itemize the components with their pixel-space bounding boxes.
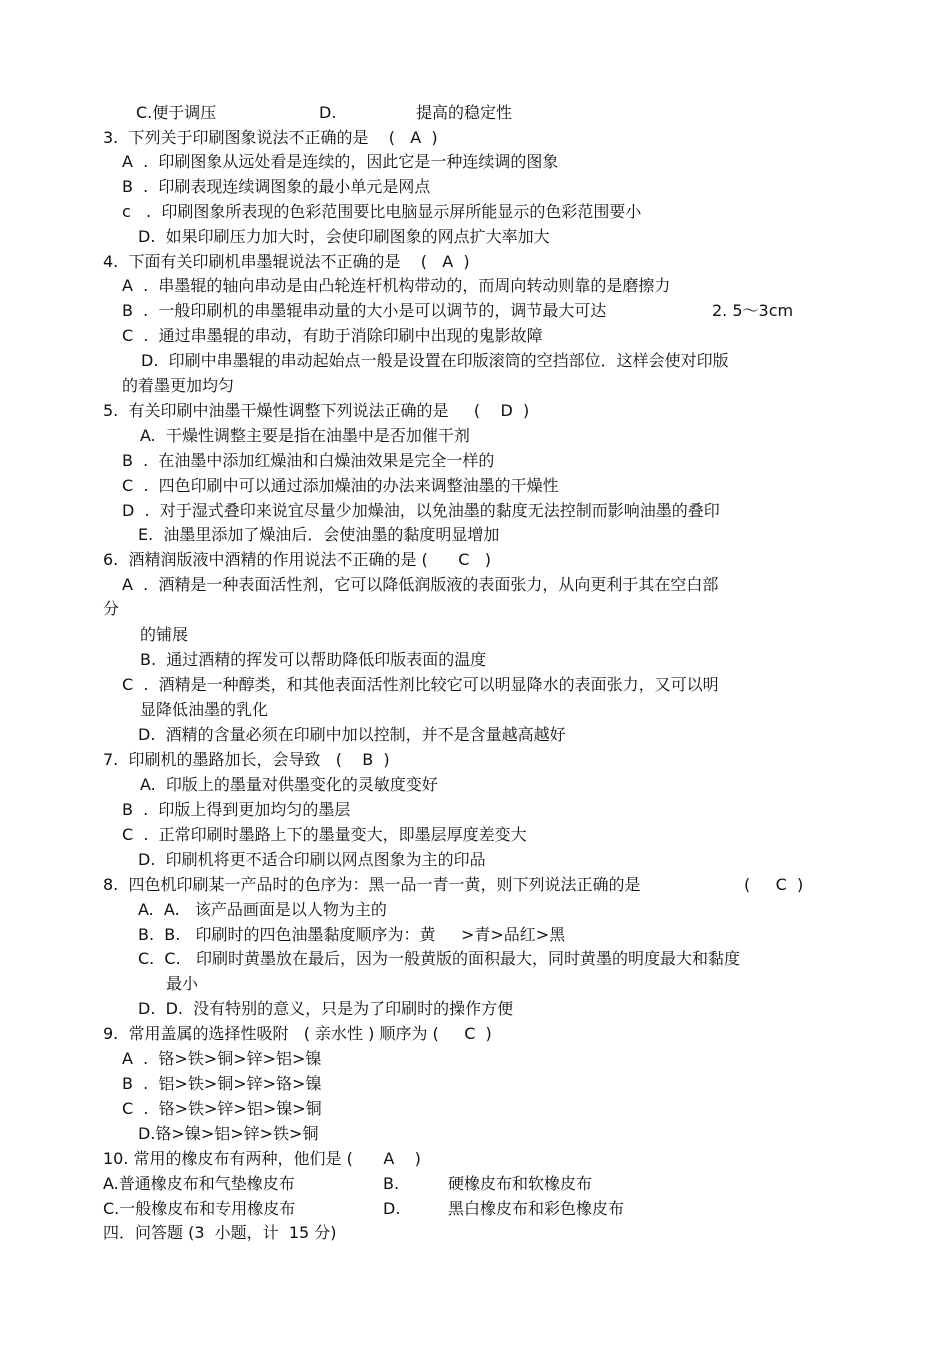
text-line: 5. 有关印刷中油墨干燥性调整下列说法正确的是 ( D ) — [103, 401, 530, 420]
text-line: 显降低油墨的乳化 — [140, 700, 269, 719]
text-line: B . 铝>铁>铜>锌>铬>镍 — [122, 1074, 322, 1093]
text-line: B . 一般印刷机的串墨辊串动量的大小是可以调节的，调节最大可达 — [122, 301, 607, 320]
text-line: 4. 下面有关印刷机串墨辊说法不正确的是 ( A ) — [103, 252, 470, 271]
text-line: 7. 印刷机的墨路加长，会导致 ( B ) — [103, 750, 390, 769]
text-line: C . 通过串墨辊的串动，有助于消除印刷中出现的鬼影故障 — [122, 326, 543, 345]
text-line: D.铬>镍>铝>锌>铁>铜 — [138, 1124, 319, 1143]
text-line: A . 酒精是一种表面活性剂，它可以降低润版液的表面张力，从向更利于其在空白部 — [122, 575, 719, 594]
text-line: 6. 酒精润版液中酒精的作用说法不正确的是 ( C ) — [103, 550, 491, 569]
text-line: C.便于调压 — [136, 103, 217, 122]
text-line: B. — [383, 1174, 400, 1193]
text-line: C.一般橡皮布和专用橡皮布 — [103, 1199, 296, 1218]
text-line: 的着墨更加均匀 — [122, 376, 235, 395]
text-line: 8. 四色机印刷某一产品时的色序为：黑一品一青一黄，则下列说法正确的是 — [103, 875, 641, 894]
text-line: A. 干燥性调整主要是指在油墨中是否加催干剂 — [140, 426, 470, 445]
text-line: 最小 — [166, 974, 199, 993]
text-line: C . 酒精是一种醇类，和其他表面活性剂比较它可以明显降水的表面张力，又可以明 — [122, 675, 719, 694]
text-line: C. C. 印刷时黄墨放在最后，因为一般黄版的面积最大，同时黄墨的明度最大和黏度 — [138, 949, 740, 968]
text-line: 分 — [103, 599, 120, 618]
text-line: A . 串墨辊的轴向串动是由凸轮连杆机构带动的，而周向转动则靠的是磨擦力 — [122, 276, 671, 295]
text-line: 的铺展 — [140, 625, 189, 644]
text-line: D. 如果印刷压力加大时，会使印刷图象的网点扩大率加大 — [138, 227, 550, 246]
text-line: D . 对于湿式叠印来说宜尽量少加燥油，以免油墨的黏度无法控制而影响油墨的叠印 — [122, 501, 720, 520]
text-line: C . 正常印刷时墨路上下的墨量变大，即墨层厚度差变大 — [122, 825, 527, 844]
text-line: D. — [383, 1199, 401, 1218]
text-line: B . 印版上得到更加均匀的墨层 — [122, 800, 351, 819]
text-line: A.普通橡皮布和气垫橡皮布 — [103, 1174, 295, 1193]
text-line: C . 铬>铁>锌>铝>镍>铜 — [122, 1099, 322, 1118]
text-line: D. 印刷机将更不适合印刷以网点图象为主的印品 — [138, 850, 486, 869]
text-line: A . 铬>铁>铜>锌>铝>镍 — [122, 1049, 322, 1068]
text-line: 2. 5～3cm — [712, 301, 794, 320]
text-line: 9. 常用盖属的选择性吸附 ( 亲水性 ) 顺序为 ( C ) — [103, 1024, 492, 1043]
text-line: c . 印刷图象所表现的色彩范围要比电脑显示屏所能显示的色彩范围要小 — [122, 202, 642, 221]
text-line: 硬橡皮布和软橡皮布 — [448, 1174, 593, 1193]
text-line: A. 印版上的墨量对供墨变化的灵敏度变好 — [140, 775, 438, 794]
text-line: B. 通过酒精的挥发可以帮助降低印版表面的温度 — [140, 650, 487, 669]
text-line: 10. 常用的橡皮布有两种，他们是 ( A ) — [103, 1149, 421, 1168]
text-line: 四．问答题 (3 小题，计 15 分) — [103, 1223, 337, 1242]
text-line: D. 酒精的含量必须在印刷中加以控制，并不是含量越高越好 — [138, 725, 566, 744]
text-line: 3. 下列关于印刷图象说法不正确的是 ( A ) — [103, 128, 438, 147]
text-line: 黑白橡皮布和彩色橡皮布 — [448, 1199, 625, 1218]
text-line: A. A. 该产品画面是以人物为主的 — [138, 900, 387, 919]
text-line: C . 四色印刷中可以通过添加燥油的办法来调整油墨的干燥性 — [122, 476, 559, 495]
text-line: D. D. 没有特别的意义，只是为了印刷时的操作方便 — [138, 999, 514, 1018]
text-line: A . 印刷图象从远处看是连续的，因此它是一种连续调的图象 — [122, 152, 559, 171]
text-line: B . 在油墨中添加红燥油和白燥油效果是完全一样的 — [122, 451, 495, 470]
text-line: D. 印刷中串墨辊的串动起始点一般是设置在印版滚筒的空挡部位．这样会使对印版 — [141, 351, 729, 370]
text-line: 提高的稳定性 — [416, 103, 513, 122]
text-line: E. 油墨里添加了燥油后．会使油墨的黏度明显增加 — [138, 525, 500, 544]
text-line: ( C ) — [744, 875, 804, 894]
text-line: D. — [319, 103, 337, 122]
text-line: B . 印刷表现连续调图象的最小单元是网点 — [122, 177, 431, 196]
text-line: B. B. 印刷时的四色油墨黏度顺序为：黄 >青>品红>黑 — [138, 925, 566, 944]
